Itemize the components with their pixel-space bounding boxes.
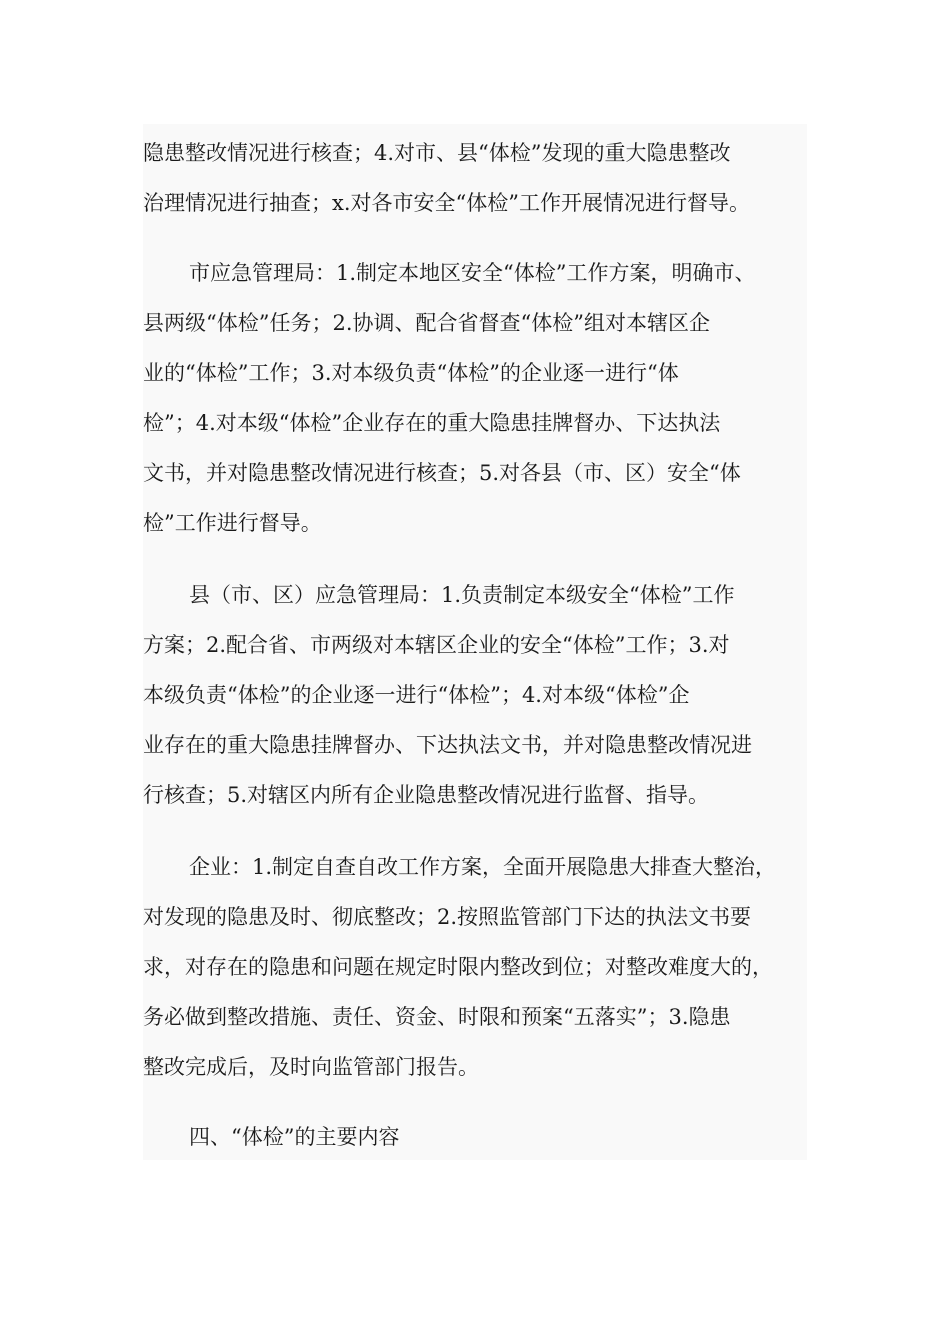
section-heading-text: 四、“体检”的主要内容 [189, 1125, 400, 1149]
document-body [143, 124, 807, 1160]
paragraph-county-bureau [143, 570, 815, 820]
paragraph-line: 求，对存在的隐患和问题在规定时限内整改到位；对整改难度大的， [143, 955, 773, 979]
paragraph-provincial-continued [143, 128, 815, 228]
paragraph-line: 治理情况进行抽查；x.对各市安全“体检”工作开展情况进行督导。 [143, 191, 750, 215]
paragraph-line: 本级负责“体检”的企业逐一进行“体检”；4.对本级“体检”企 [143, 683, 690, 707]
paragraph-line: 务必做到整改措施、责任、资金、时限和预案“五落实”；3.隐患 [143, 1005, 731, 1029]
paragraph-line: 对发现的隐患及时、彻底整改；2.按照监管部门下达的执法文书要 [143, 905, 752, 929]
paragraph-line: 文书，并对隐患整改情况进行核查；5.对各县（市、区）安全“体 [143, 461, 741, 485]
section-heading [143, 1112, 815, 1162]
paragraph-line: 整改完成后，及时向监管部门报告。 [143, 1055, 479, 1079]
paragraph-line: 企业：1.制定自查自改工作方案，全面开展隐患大排查大整治， [189, 855, 777, 879]
paragraph-line: 县两级“体检”任务；2.协调、配合省督查“体检”组对本辖区企 [143, 311, 710, 335]
paragraph-line: 行核查；5.对辖区内所有企业隐患整改情况进行监督、指导。 [143, 783, 710, 807]
paragraph-city-bureau [143, 248, 815, 548]
paragraph-enterprise [143, 842, 815, 1092]
paragraph-line: 方案；2.配合省、市两级对本辖区企业的安全“体检”工作；3.对 [143, 633, 730, 657]
paragraph-line: 业存在的重大隐患挂牌督办、下达执法文书，并对隐患整改情况进 [143, 733, 752, 757]
paragraph-line: 市应急管理局：1.制定本地区安全“体检”工作方案，明确市、 [189, 261, 756, 285]
paragraph-line: 县（市、区）应急管理局：1.负责制定本级安全“体检”工作 [189, 583, 735, 607]
paragraph-line: 检”工作进行督导。 [143, 511, 322, 535]
paragraph-line: 检”；4.对本级“体检”企业存在的重大隐患挂牌督办、下达执法 [143, 411, 721, 435]
paragraph-line: 业的“体检”工作；3.对本级负责“体检”的企业逐一进行“体 [143, 361, 679, 385]
paragraph-line: 隐患整改情况进行核查；4.对市、县“体检”发现的重大隐患整改 [143, 141, 731, 165]
